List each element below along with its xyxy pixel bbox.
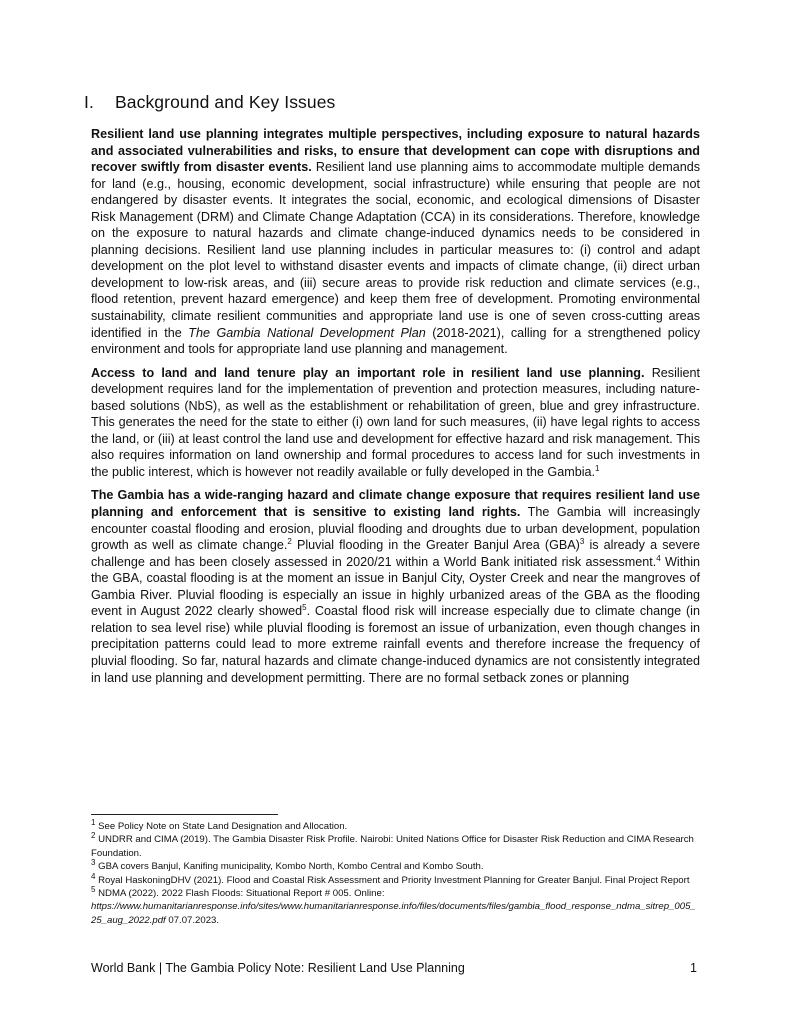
paragraph-2 [91, 365, 700, 481]
footnote-marker: 1 [91, 817, 96, 827]
footnote-ref-5[interactable]: 5 [302, 603, 307, 613]
footer-text: World Bank | The Gambia Policy Note: Resilient Land Use Planning [91, 961, 465, 975]
paragraph-3-text-4: Within the GBA, coastal flooding is at the moment an issue in Banjul City, Oyster Creek and near the mangroves of Gambia River. Pluvial flooding is especially an issue in highly urbanized areas of the GBA as the flooding event in August 2022 clearly showed [91, 554, 700, 619]
section-number: I. [84, 92, 94, 112]
footnote-divider [91, 814, 278, 815]
paragraph-3-text-2: Pluvial flooding in the Greater Banjul Area (GBA) [291, 538, 580, 553]
footnote-2 [91, 833, 700, 860]
paragraph-2-lead: Access to land and land tenure play an important role in resilient land use planning. [91, 365, 645, 380]
paragraph-3 [91, 487, 700, 686]
footnote-marker: 4 [91, 871, 96, 881]
paragraph-3-lead: The Gambia has a wide-ranging hazard and climate change exposure that requires resilient land use planning and enforcement that is sensitive to existing land rights. [91, 488, 700, 520]
footnote-5-date: 07.07.2023. [165, 914, 220, 926]
page-number: 1 [690, 961, 697, 975]
paragraph-1-italic-title: The Gambia National Development Plan [188, 325, 426, 340]
paragraph-1-text: Resilient land use planning aims to accommodate multiple demands for land (e.g., housing, economic development, social infrastructure) while ensuring that people are not endangered by disaster events. It integrates the social, economic, and ecological dimensions of Disaster Risk Management (DRM) and Climate Change Adaptation (CCA) in its considerations. Therefore, knowledge on the exposure to natural hazards and climate change-induced dynamics needs to be considered in planning decisions. Resilient land use planning includes in particular measures to: (i) control and adapt development on the plot level to withstand disaster events and impacts of climate change, (ii) direct urban development to low-risk areas, and (iii) secure areas to provide risk reduction and climate services (e.g., flood retention, prevent hazard emergence) and keep them free of development. Promoting environmental sustainability, climate resilient communities and appropriate land use is one of seven cross-cutting areas identified in the [91, 160, 701, 340]
footnote-ref-4[interactable]: 4 [656, 553, 661, 563]
paragraph-3-text-3: is already a severe challenge and has been closely assessed in 2020/21 within a World Bank initiated risk assessment. [91, 538, 701, 569]
footnote-3 [91, 860, 700, 873]
footnote-4-text: Royal HaskoningDHV (2021). Flood and Coastal Risk Assessment and Priority Investment Planning for Greater Banjul. Final Project Report [98, 874, 690, 886]
footnote-3-text: GBA covers Banjul, Kanifing municipality, Kombo North, Kombo Central and Kombo South. [98, 861, 484, 873]
section-heading [84, 92, 335, 113]
body-text [91, 126, 700, 693]
footnote-2-text: UNDRR and CIMA (2019). The Gambia Disaster Risk Profile. Nairobi: United Nations Office for Disaster Risk Reduction and CIMA Research Foundation. [91, 834, 694, 859]
footnote-5 [91, 884, 700, 927]
footnote-ref-2[interactable]: 2 [287, 536, 292, 546]
footnote-5-text: NDMA (2022). 2022 Flash Floods: Situational Report # 005. Online: [98, 888, 385, 900]
footnote-ref-3[interactable]: 3 [579, 536, 585, 546]
footnotes [91, 817, 700, 927]
paragraph-2-text: Resilient development requires land for the implementation of prevention and protection measures, including nature-based solutions (NbS), as well as the establishment or rehabilitation of green, blue and grey infrastructure. This generates the need for the state to either (i) own land for such measures, (ii) have legal rights to access the land, or (iii) at least control the land use and development for effective hazard and risk management. This also requires information on land ownership and formal procedures to access land for such investments in the public interest, which is however not readily available or fully developed in the Gambia. [91, 365, 701, 479]
paragraph-3-text-5: . Coastal flood risk will increase especially due to climate change (in relation to sea level rise) while pluvial flooding is foremost an issue of urbanization, even though changes in precipitation patterns could lead to more extreme rainfall events and therefore increase the frequency of pluvial flooding. So far, natural hazards and climate change-induced dynamics are not consistently integrated in land use planning and development permitting. There are no formal setback zones or planning [91, 604, 700, 685]
footnote-1-text: See Policy Note on State Land Designation and Allocation. [98, 821, 348, 832]
section-title: Background and Key Issues [115, 92, 336, 112]
footnote-5-link[interactable]: https://www.humanitarianresponse.info/sites/www.humanitarianresponse.info/files/documents/files/gambia_flood_response_ndma_sitrep_005_25_aug_2022.pdf [91, 901, 696, 926]
paragraph-1-tail: (2018-2021), calling for a strengthened policy environment and tools for appropriate land use planning and management. [91, 325, 700, 357]
footnote-1 [91, 817, 700, 833]
footnote-marker: 3 [91, 858, 96, 868]
footnote-ref-1[interactable]: 1 [595, 463, 600, 473]
page-footer [91, 961, 697, 975]
paragraph-1 [91, 126, 700, 358]
footnote-marker: 2 [91, 831, 96, 841]
paragraph-3-text-1: The Gambia will increasingly encounter coastal flooding and erosion, pluvial flooding and droughts due to urban development, population growth as well as climate change. [91, 505, 700, 553]
footnote-marker: 5 [91, 884, 96, 894]
paragraph-1-lead: Resilient land use planning integrates multiple perspectives, including exposure to natural hazards and associated vulnerabilities and risks, to ensure that development can cope with disruptions and recover swiftly from disaster events. [91, 127, 700, 175]
footnote-4 [91, 871, 700, 887]
